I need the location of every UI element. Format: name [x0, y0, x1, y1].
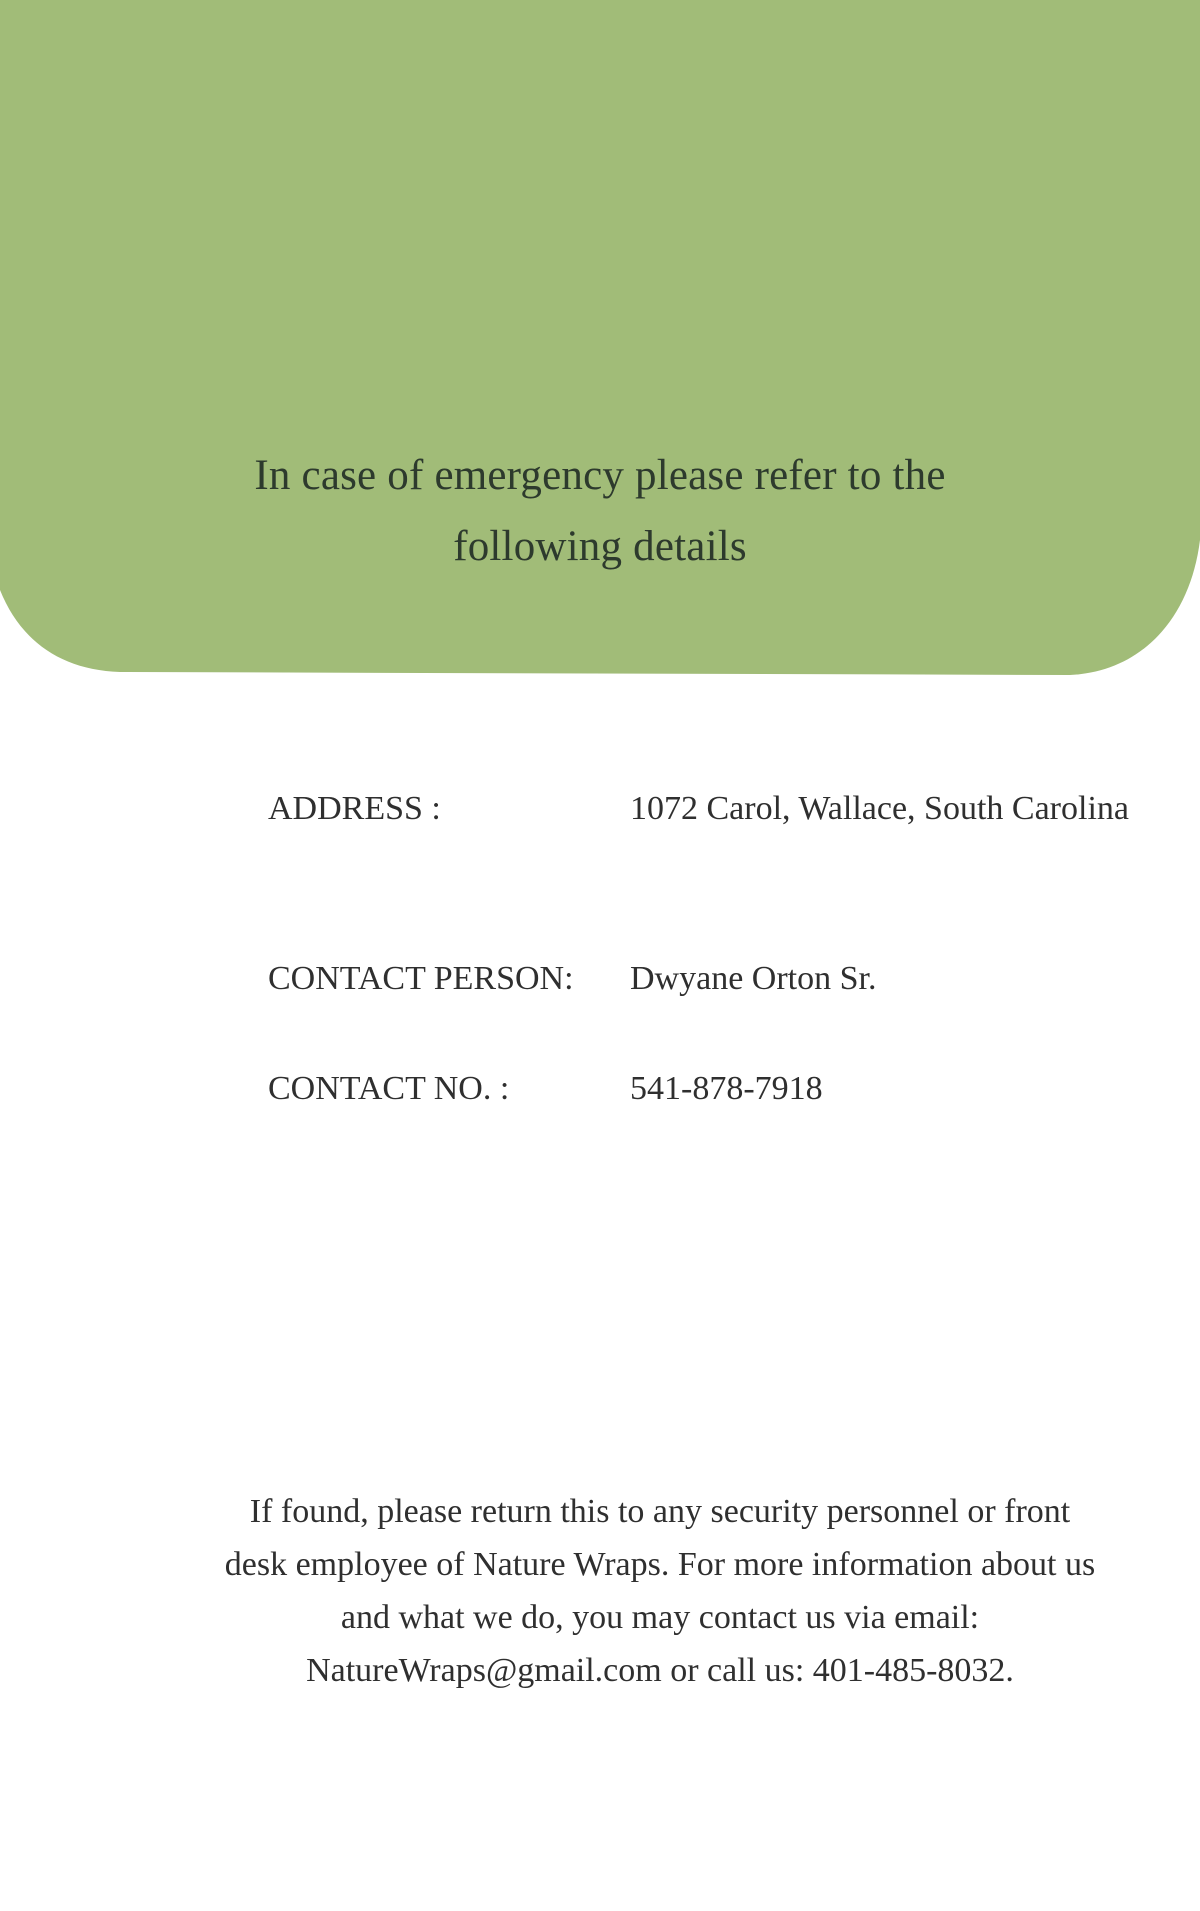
- contact-number-value: 541-878-7918: [630, 1070, 823, 1107]
- notice-line-3: and what we do, you may contact us via email:: [340, 1599, 980, 1636]
- contact-person-label: CONTACT PERSON:: [268, 960, 574, 997]
- address-label: ADDRESS :: [268, 790, 441, 827]
- heading-line-2: following details: [453, 523, 747, 570]
- notice-line-4: NatureWraps@gmail.com or call us: 401-485-8032.: [306, 1652, 1014, 1689]
- heading-line-1: In case of emergency please refer to the: [254, 452, 946, 499]
- contact-number-label: CONTACT NO. :: [268, 1070, 510, 1107]
- address-value: 1072 Carol, Wallace, South Carolina: [630, 790, 1129, 827]
- contact-person-value: Dwyane Orton Sr.: [630, 960, 877, 997]
- return-notice: [160, 1485, 1160, 1697]
- notice-line-2: desk employee of Nature Wraps. For more information about us: [224, 1546, 1096, 1583]
- header-banner: [0, 0, 1200, 676]
- emergency-heading: [0, 440, 1200, 582]
- notice-line-1: If found, please return this to any security personnel or front: [249, 1493, 1071, 1530]
